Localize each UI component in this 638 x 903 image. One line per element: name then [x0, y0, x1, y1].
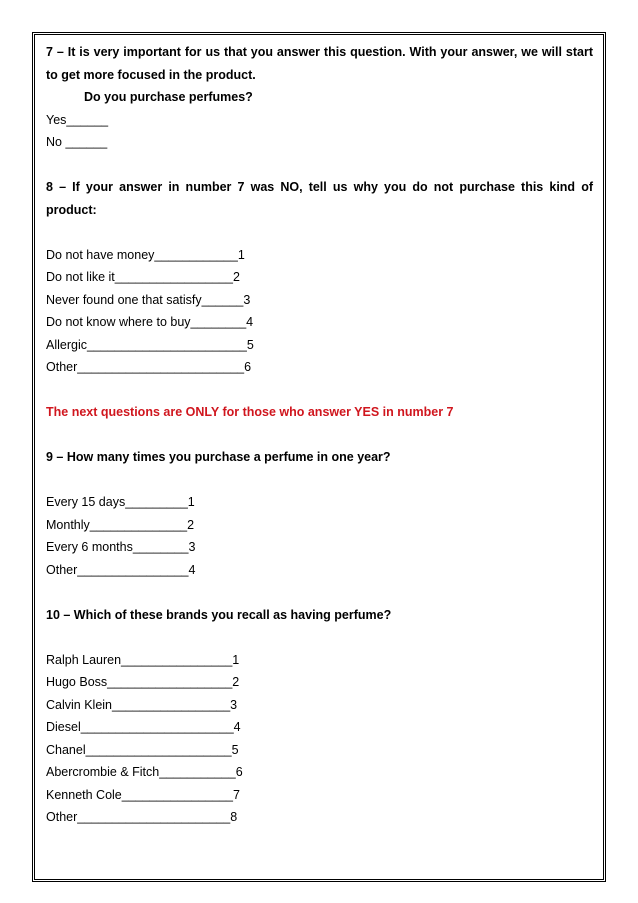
- q8-option-3[interactable]: Never found one that satisfy______3: [46, 292, 251, 307]
- question-8-text: 8 – If your answer in number 7 was NO, tell us why you do not purchase this kind of product:: [46, 180, 593, 217]
- q10-option-3[interactable]: Calvin Klein_________________3: [46, 697, 238, 712]
- q7-option-no[interactable]: No ______: [46, 135, 108, 149]
- q8-option-1[interactable]: Do not have money____________1: [46, 247, 245, 262]
- q8-option-2[interactable]: Do not like it_________________2: [46, 270, 240, 284]
- q8-option-4[interactable]: Do not know where to buy________4: [46, 315, 254, 329]
- questionnaire: [46, 41, 593, 829]
- yes-only-notice: The next questions are ONLY for those who answer YES in number 7: [46, 405, 454, 419]
- q10-option-4[interactable]: Diesel______________________4: [46, 720, 241, 734]
- q10-option-6[interactable]: Abercrombie & Fitch___________6: [46, 765, 243, 779]
- question-9-text: 9 – How many times you purchase a perfume in one year?: [46, 450, 391, 464]
- q8-option-5[interactable]: Allergic_______________________5: [46, 337, 254, 352]
- q10-option-8[interactable]: Other______________________8: [46, 810, 238, 824]
- q10-option-5[interactable]: Chanel_____________________5: [46, 742, 239, 757]
- q10-option-2[interactable]: Hugo Boss__________________2: [46, 675, 240, 689]
- q8-option-6[interactable]: Other________________________6: [46, 360, 252, 374]
- q9-option-1[interactable]: Every 15 days_________1: [46, 495, 195, 509]
- q9-option-3[interactable]: Every 6 months________3: [46, 540, 196, 554]
- q7-option-yes[interactable]: Yes______: [46, 112, 109, 127]
- q9-option-2[interactable]: Monthly______________2: [46, 517, 195, 532]
- question-7-prompt: Do you purchase perfumes?: [84, 90, 253, 104]
- q9-option-4[interactable]: Other________________4: [46, 562, 196, 577]
- q10-option-7[interactable]: Kenneth Cole________________7: [46, 787, 240, 802]
- q10-option-1[interactable]: Ralph Lauren________________1: [46, 652, 240, 667]
- question-10-text: 10 – Which of these brands you recall as having perfume?: [46, 607, 392, 622]
- question-7-text: 7 – It is very important for us that you answer this question. With your answer, we will start to get more focused in the product.: [46, 45, 593, 82]
